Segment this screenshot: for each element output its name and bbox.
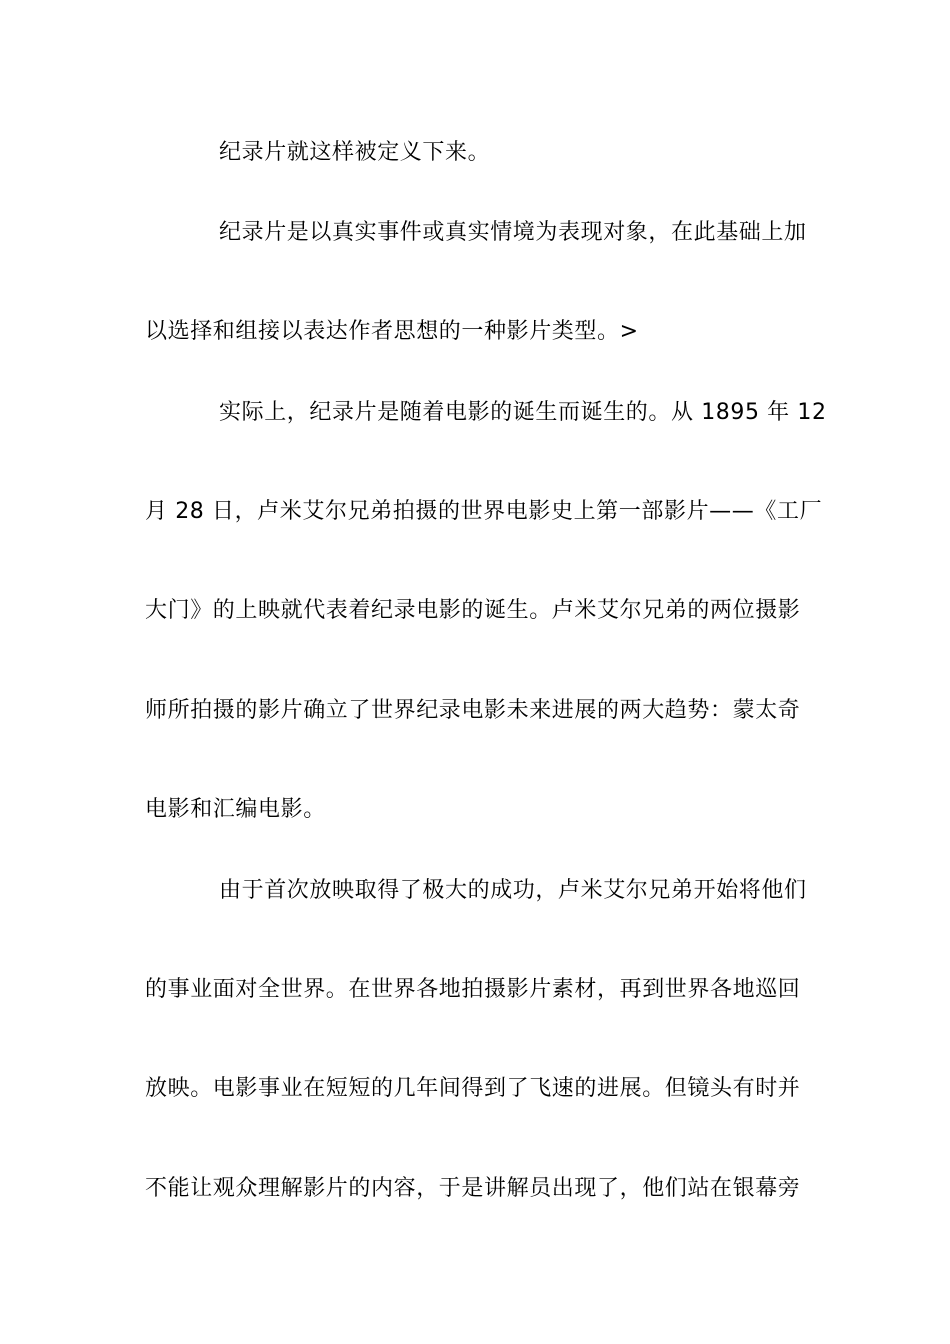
paragraph-line: 纪录片是以真实事件或真实情境为表现对象，在此基础上加 [219, 220, 807, 245]
paragraph-line: 由于首次放映取得了极大的成功，卢米艾尔兄弟开始将他们 [219, 878, 807, 903]
paragraph-line: 以选择和组接以表达作者思想的一种影片类型。> [145, 319, 639, 344]
paragraph-line: 的事业面对全世界。在世界各地拍摄影片素材，再到世界各地巡回 [145, 977, 801, 1002]
paragraph-line: 大门》的上映就代表着纪录电影的诞生。卢米艾尔兄弟的两位摄影 [145, 598, 801, 623]
paragraph-line: 不能让观众理解影片的内容，于是讲解员出现了，他们站在银幕旁 [145, 1176, 801, 1201]
paragraph-line: 电影和汇编电影。 [145, 797, 326, 822]
paragraph-line: 师所拍摄的影片确立了世界纪录电影未来进展的两大趋势：蒙太奇 [145, 698, 801, 723]
paragraph-line: 实际上，纪录片是随着电影的诞生而诞生的。从 1895 年 12 [219, 400, 827, 425]
paragraph-line: 纪录片就这样被定义下来。 [219, 140, 491, 165]
paragraph-line: 放映。电影事业在短短的几年间得到了飞速的进展。但镜头有时并 [145, 1076, 801, 1101]
paragraph-line: 月 28 日，卢米艾尔兄弟拍摄的世界电影史上第一部影片——《工厂 [145, 499, 823, 524]
